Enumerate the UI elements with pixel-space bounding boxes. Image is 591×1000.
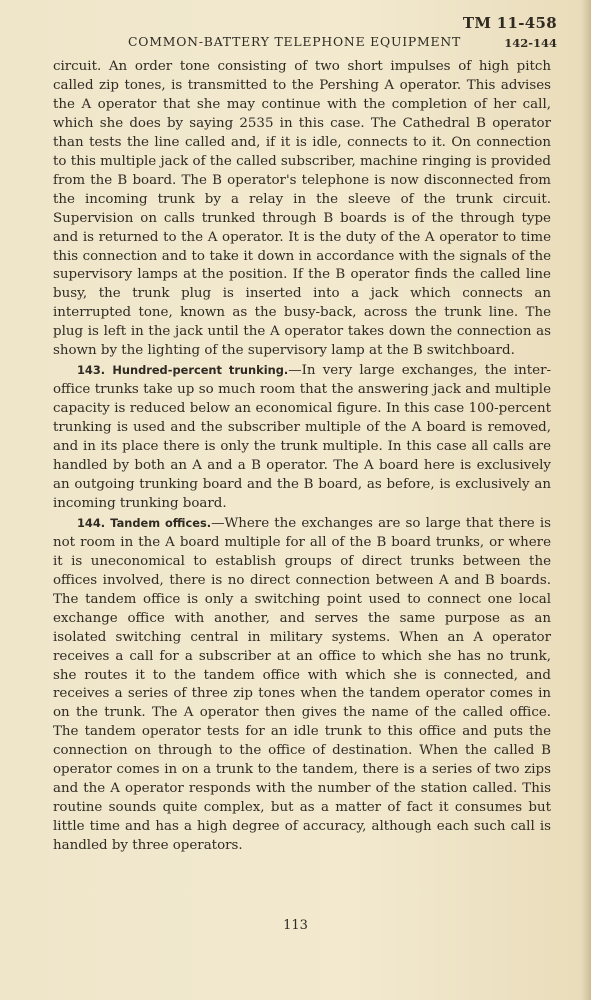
paragraph-range: 142-144 — [504, 36, 557, 50]
page-edge-shadow — [581, 0, 591, 1000]
paragraph-continued — [53, 58, 551, 361]
paragraph-text: —In very large exchanges, the inter-office trunks take up so much room that the answering jack and multiple capacity is reduced below an economical figure. In this case 100-percent trunking is used and the subscriber multiple of the A board is removed, and in its place there is only the trunk multiple. In this case all calls are handled by both an A and a B operator. The A board here is exclusively an outgoing trunking board and the B board, as before, is exclusively an incoming trunking board. — [53, 363, 551, 511]
paragraph-heading: Tandem offices. — [110, 515, 212, 530]
paragraph-144 — [53, 514, 551, 856]
body-text — [53, 58, 551, 856]
tm-number: TM 11-458 — [462, 14, 557, 32]
paragraph-number: 144. — [77, 515, 106, 530]
paragraph-text: —Where the exchanges are so large that there is not room in the A board multiple for all of the B board trunks, or where it is uneconomical to establish groups of direct trunks between the offices involved, there is no direct connection between A and B boards. The tandem office is only a switching point used to connect one local exchange office with another, and serves the same purpose as an isolated switching central in military systems. When an A operator receives a call for a subscriber at an office to which she has no trunk, she routes it to the tandem office with which she is connected, and receives a series of three zip tones when the tandem operator comes in on the trunk. The A operator then gives the name of the called office. The tandem operator tests for an idle trunk to this office and puts the connection on through to the office of destination. When the called B operator comes in on a trunk to the tandem, there is a series of two zips and the A operator responds with the number of the station called. This routine sounds quite complex, but as a matter of fact it consumes but little time and has a high degree of accuracy, although each such call is handled by three operators. — [53, 515, 551, 854]
running-title: COMMON-BATTERY TELEPHONE EQUIPMENT — [128, 34, 462, 49]
paragraph-143 — [53, 361, 551, 514]
paragraph-heading: Hundred-percent trunking. — [112, 363, 289, 378]
page-header — [128, 14, 557, 54]
paragraph-text: circuit. An order tone consisting of two short impulses of high pitch called zip tones, is transmitted to the Pershing A operator. This advises the A operator that she may continue with the completion of her call, which she does by saying 2535 in this case. The Cathedral B operator than tests the line called and, if it is idle, connects to it. On connection to this multiple jack of the called subscriber, machine ringing is provided from the B board. The B operator's telephone is now disconnected from the incoming trunk by a relay in the sleeve of the trunk circuit. Supervision on calls trunked through B boards is of the through type and is returned to the A operator. It is the duty of the A operator to time this connection and to take it down in accordance with the signals of the supervisory lamps at the position. If the B operator finds the called line busy, the trunk plug is inserted into a jack which connects an interrupted tone, known as the busy-back, across the trunk line. The plug is left in the jack until the A operator takes down the connection as shown by the lighting of the supervisory lamp at the B switchboard. — [53, 59, 551, 359]
page-number: 113 — [283, 918, 308, 933]
paragraph-number: 143. — [77, 363, 106, 378]
